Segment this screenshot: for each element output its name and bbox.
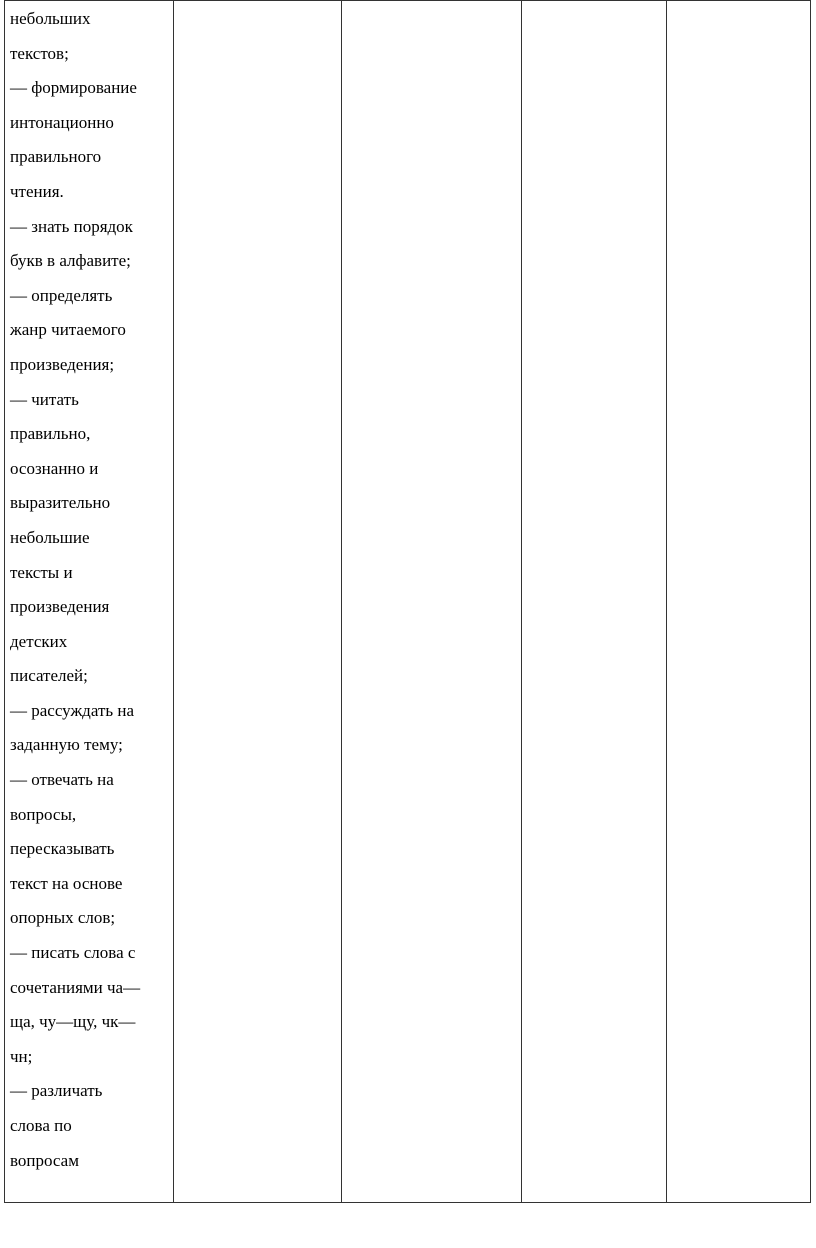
text-line: чн; xyxy=(10,1046,33,1066)
text-line: чтения. xyxy=(10,181,64,201)
text-line: — определять xyxy=(10,285,113,305)
text-line: сочетаниями ча— xyxy=(10,977,141,997)
text-line: небольшие xyxy=(10,527,90,547)
text-line: — писать слова с xyxy=(10,943,136,963)
text-line: — различать xyxy=(10,1081,103,1101)
text-line: жанр читаемого xyxy=(10,320,126,340)
table-cell-skills xyxy=(5,1,174,1203)
text-line: опорных слов; xyxy=(10,908,116,928)
text-line: букв в алфавите; xyxy=(10,251,131,271)
skills-text xyxy=(5,2,173,1178)
text-line: слова по xyxy=(10,1116,72,1135)
text-line: — формирование xyxy=(10,78,137,98)
table-cell-empty-5 xyxy=(667,1,811,1203)
text-line: текстов; xyxy=(10,43,69,63)
text-line: интонационно xyxy=(10,112,114,132)
text-line: правильного xyxy=(10,147,102,167)
text-line: — знать порядок xyxy=(10,216,133,236)
text-line: осознанно и xyxy=(10,458,99,478)
document-table xyxy=(4,0,811,1203)
text-line: — отвечать на xyxy=(10,770,114,790)
text-line: детских xyxy=(10,631,68,651)
text-line: — читать xyxy=(10,389,79,409)
text-line: заданную тему; xyxy=(10,735,123,755)
text-line: текст на основе xyxy=(10,873,123,893)
text-line: произведения; xyxy=(10,354,115,374)
text-line: писателей; xyxy=(10,666,88,686)
table-cell-empty-4 xyxy=(522,1,667,1203)
text-line: небольших xyxy=(10,9,91,28)
text-line: произведения xyxy=(10,597,110,617)
text-line: — рассуждать на xyxy=(10,700,135,720)
text-line: вопросам xyxy=(10,1150,79,1170)
text-line: тексты и xyxy=(10,562,73,582)
text-line: правильно, xyxy=(10,424,91,444)
text-line: вопросы, xyxy=(10,804,77,824)
table-cell-empty-3 xyxy=(342,1,522,1203)
table-cell-empty-2 xyxy=(174,1,342,1203)
text-line: ща, чу—щу, чк— xyxy=(10,1012,136,1032)
text-line: выразительно xyxy=(10,493,111,513)
text-line: пересказывать xyxy=(10,839,115,859)
table-row xyxy=(5,1,811,1203)
